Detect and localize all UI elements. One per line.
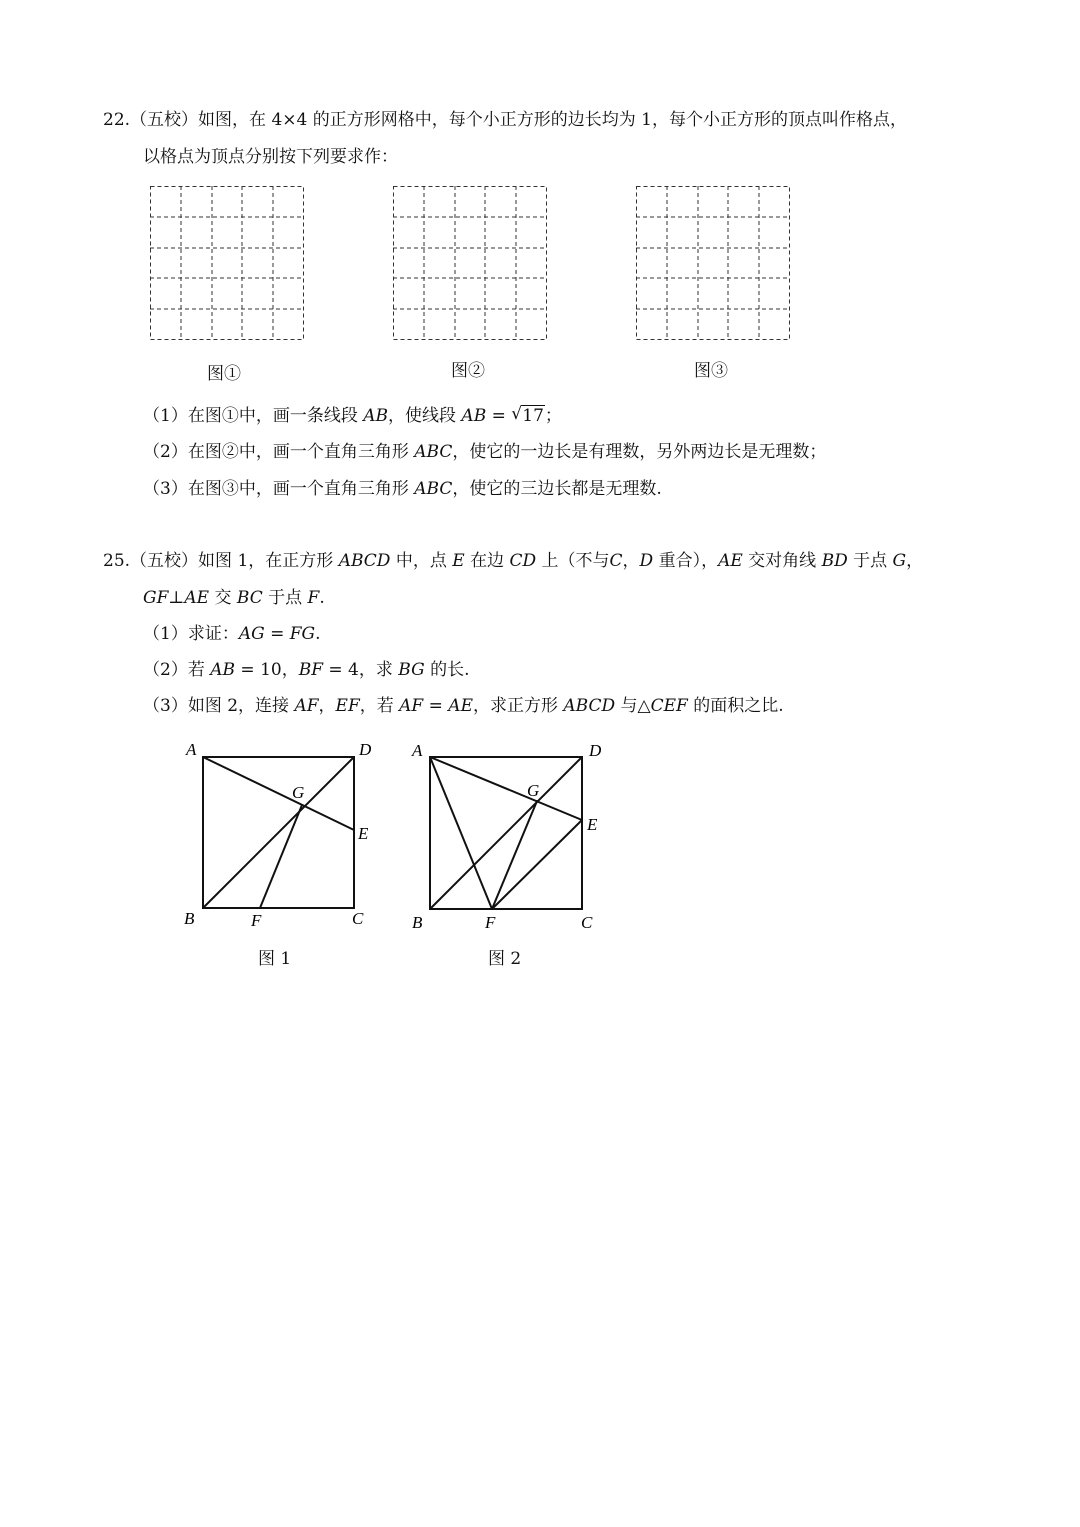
q25-var: E <box>452 551 465 571</box>
label-g: G <box>292 783 305 802</box>
q22-part2-prefix: （2）在图②中，画一个直角三角形 <box>143 442 409 462</box>
q22-stem-line2: 以格点为顶点分别按下列要求作： <box>143 147 398 167</box>
q25-text: （3）如图 2，连接 <box>143 696 290 716</box>
q25-text: 于点 <box>853 551 888 571</box>
q25-var: BD <box>821 551 848 571</box>
q25-text: = <box>423 696 449 716</box>
segment-gf <box>260 805 302 908</box>
q25-var: ABCD <box>338 551 391 571</box>
q25-text: 交对角线 <box>748 551 817 571</box>
q22-part1-radicand: 17 <box>522 406 544 426</box>
q22-part2-var: ABC <box>414 442 453 462</box>
q25-text: . <box>319 588 325 608</box>
grid-caption-3: 图③ <box>694 361 728 381</box>
q25-stem-line1 <box>103 549 923 573</box>
q25-var: ABCD <box>563 696 616 716</box>
q25-var: AG <box>238 624 265 644</box>
q25-var: CEF <box>650 696 688 716</box>
q25-text: = <box>264 624 290 644</box>
q22-part1-end: ； <box>544 406 562 426</box>
q25-var: AE <box>184 588 210 608</box>
grid-figure-2 <box>393 186 547 340</box>
q22-part1 <box>143 404 562 428</box>
sqrt-symbol: √ 17 <box>511 404 544 426</box>
q25-source: （五校） <box>130 551 199 571</box>
diagonal-bd <box>203 757 354 908</box>
q25-part3 <box>143 694 784 718</box>
grid-figure-1 <box>150 186 304 340</box>
q25-var: G <box>892 551 907 571</box>
q22-part1-var: AB <box>363 406 389 426</box>
q25-var: F <box>307 588 320 608</box>
label-e: E <box>358 824 369 843</box>
q25-text: 重合）， <box>658 551 719 571</box>
q25-var: BC <box>236 588 263 608</box>
q25-var: GF <box>143 588 169 608</box>
q22-stem-line1 <box>103 108 907 132</box>
q25-text: ，求正方形 <box>472 696 558 716</box>
q22-number: 22. <box>103 110 131 130</box>
grid-figure-3 <box>636 186 790 340</box>
perpendicular-symbol: ⊥ <box>168 588 185 608</box>
q25-text: ，若 <box>359 696 394 716</box>
q25-text: 上（不与 <box>541 551 610 571</box>
q25-var: CD <box>509 551 537 571</box>
q25-var: BF <box>298 660 323 680</box>
q25-var: FG <box>289 624 316 644</box>
q22-source: （五校） <box>130 110 199 130</box>
label-b: B <box>184 909 195 928</box>
q25-text: 于点 <box>268 588 303 608</box>
q25-text: 在边 <box>470 551 505 571</box>
q22-part1-var2: AB <box>461 406 487 426</box>
label-d: D <box>359 740 372 759</box>
label-f: F <box>485 913 496 932</box>
segment-gf <box>492 801 537 909</box>
label-c: C <box>581 913 593 932</box>
q25-var: AE <box>448 696 473 716</box>
q25-stem-line2 <box>143 586 325 610</box>
label-a: A <box>412 741 423 760</box>
q25-var: D <box>639 551 654 571</box>
q25-text: （2）若 <box>143 660 205 680</box>
q25-var: AB <box>210 660 236 680</box>
q25-var: BG <box>398 660 425 680</box>
diagonal-bd <box>430 757 582 909</box>
q22-part3-prefix: （3）在图③中，画一个直角三角形 <box>143 479 409 499</box>
q25-var: C <box>609 551 623 571</box>
q22-part1-mid: ，使线段 <box>388 406 457 426</box>
q25-text: 中，点 <box>395 551 447 571</box>
q25-text: ， <box>906 551 924 571</box>
q22-part1-prefix: （1）在图①中，画一条线段 <box>143 406 358 426</box>
q25-text: 的面积之比. <box>693 696 784 716</box>
q25-part1 <box>143 622 321 646</box>
label-d: D <box>589 741 602 760</box>
q25-var: EF <box>335 696 360 716</box>
q22-stem-text1: 如图，在 4×4 的正方形网格中，每个小正方形的边长均为 1，每个小正方形的顶点叫作格点， <box>198 110 907 130</box>
label-g: G <box>527 781 540 800</box>
label-a: A <box>186 740 197 759</box>
grid-caption-1: 图① <box>207 364 241 384</box>
label-c: C <box>352 909 364 928</box>
q25-var: AF <box>399 696 424 716</box>
q22-part2 <box>143 440 826 464</box>
q25-text: 的长. <box>430 660 470 680</box>
geometry-figure-2 <box>408 735 608 935</box>
q25-part2 <box>143 658 469 682</box>
grid-caption-2: 图② <box>451 361 485 381</box>
q22-part2-end: ，使它的一边长是有理数，另外两边长是无理数； <box>452 442 827 462</box>
q25-text: 与△ <box>620 696 651 716</box>
geometry-figure-1 <box>180 735 380 935</box>
q25-text: = 4，求 <box>323 660 393 680</box>
q25-text: 如图 1，在正方形 <box>198 551 334 571</box>
q22-part3-end: ，使它的三边长都是无理数. <box>452 479 662 499</box>
figure-caption-1: 图 1 <box>258 949 292 969</box>
label-e: E <box>587 815 598 834</box>
q25-number: 25. <box>103 551 131 571</box>
q25-text: = 10， <box>235 660 299 680</box>
segment-ae <box>203 757 354 830</box>
label-b: B <box>412 913 423 932</box>
figure-caption-2: 图 2 <box>488 949 522 969</box>
label-f: F <box>251 911 262 930</box>
q22-part3-var: ABC <box>414 479 453 499</box>
q22-part3 <box>143 477 662 501</box>
q25-text: ， <box>622 551 640 571</box>
q25-text: （1）求证： <box>143 624 239 644</box>
q22-part1-eq: = <box>486 406 512 426</box>
q25-text: . <box>315 624 321 644</box>
q25-var: AE <box>718 551 743 571</box>
q25-var: AF <box>294 696 319 716</box>
q25-text: 交 <box>214 588 232 608</box>
q25-text: ， <box>318 696 336 716</box>
